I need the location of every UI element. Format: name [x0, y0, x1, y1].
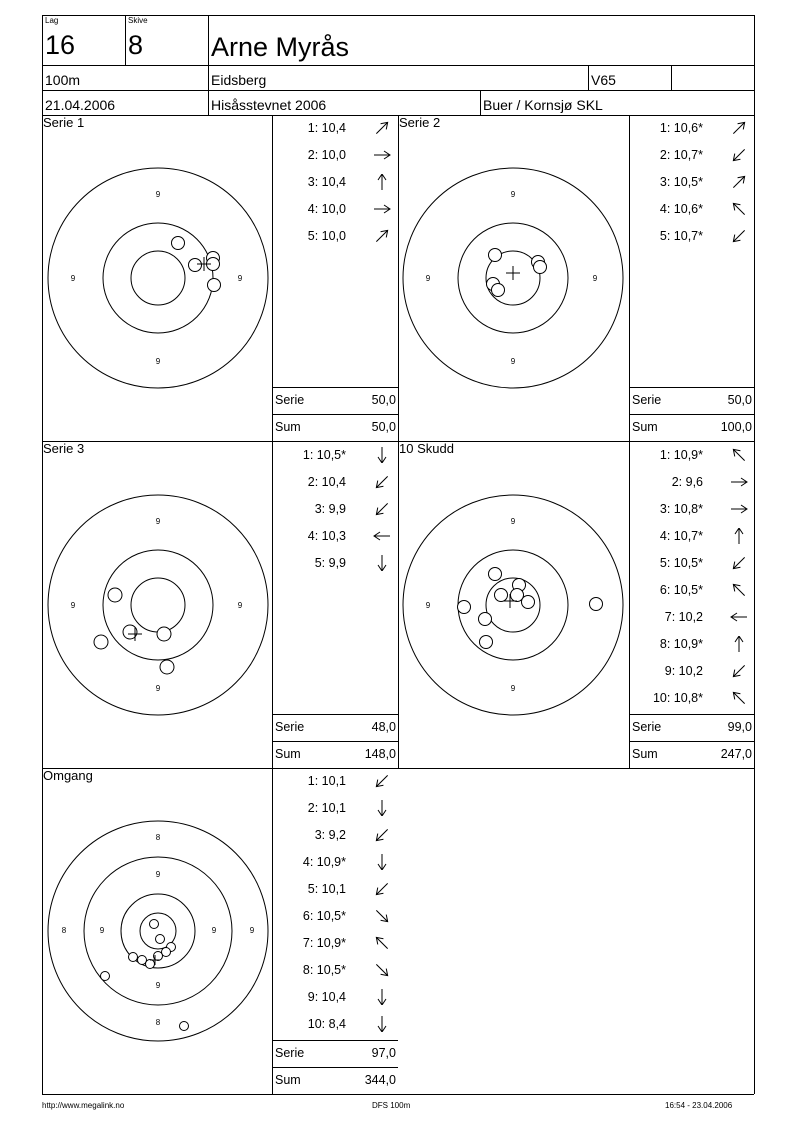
shot-value: 1: 10,9* — [659, 448, 703, 462]
serie-total: 99,0 — [727, 720, 752, 734]
ring-label: 9 — [425, 601, 431, 610]
shot-direction-n-arrow-icon — [371, 174, 393, 190]
ring-label: 9 — [155, 870, 161, 879]
shot-hole — [489, 249, 502, 262]
shot-direction-ne-arrow-icon — [371, 120, 393, 136]
shot-hole — [480, 636, 493, 649]
ring-label: 9 — [70, 601, 76, 610]
shot-value: 10: 8,4 — [307, 1017, 346, 1031]
event: Hisåsstevnet 2006 — [211, 97, 327, 113]
shot-direction-e-arrow-icon — [728, 474, 750, 490]
shot-direction-e-arrow-icon — [371, 201, 393, 217]
ring-label: 9 — [155, 981, 161, 990]
ring-label: 9 — [237, 601, 243, 610]
shot-direction-nw-arrow-icon — [371, 935, 393, 951]
serie-total: 50,0 — [371, 393, 396, 407]
shot-direction-s-arrow-icon — [371, 989, 393, 1005]
club: Eidsberg — [211, 72, 267, 88]
shot-value: 2: 10,4 — [307, 475, 346, 489]
ring-label: 9 — [510, 684, 516, 693]
ring-label: 9 — [592, 274, 598, 283]
shot-value: 3: 9,9 — [314, 502, 346, 516]
shot-direction-sw-arrow-icon — [371, 827, 393, 843]
panel-title-serie-1: Serie 1 — [43, 115, 85, 130]
shot-value: 4: 10,6* — [659, 202, 703, 216]
shot-value: 6: 10,5* — [659, 583, 703, 597]
shot-direction-ne-arrow-icon — [728, 174, 750, 190]
sum-total: 50,0 — [371, 420, 396, 434]
sum-label: Sum — [275, 420, 301, 434]
shot-direction-s-arrow-icon — [371, 447, 393, 463]
sum-total: 148,0 — [364, 747, 396, 761]
serie-label: Serie — [275, 1046, 305, 1060]
skive-label: Skive — [128, 16, 148, 25]
shot-value: 2: 10,7* — [659, 148, 703, 162]
shot-value: 3: 10,5* — [659, 175, 703, 189]
shot-direction-se-arrow-icon — [371, 908, 393, 924]
shot-value: 1: 10,5* — [302, 448, 346, 462]
shot-hole — [150, 920, 159, 929]
sum-total: 100,0 — [720, 420, 752, 434]
shot-hole — [156, 935, 165, 944]
shot-hole — [590, 598, 603, 611]
shot-hole — [534, 261, 547, 274]
shot-direction-nw-arrow-icon — [728, 447, 750, 463]
shot-direction-sw-arrow-icon — [371, 474, 393, 490]
shot-value: 5: 10,1 — [307, 882, 346, 896]
shot-value: 4: 10,7* — [659, 529, 703, 543]
shot-value: 2: 10,1 — [307, 801, 346, 815]
shot-direction-s-arrow-icon — [371, 1016, 393, 1032]
sum-total: 247,0 — [720, 747, 752, 761]
shot-direction-ne-arrow-icon — [371, 228, 393, 244]
sum-label: Sum — [275, 747, 301, 761]
lag-label: Lag — [45, 16, 59, 25]
ring-label: 9 — [211, 926, 217, 935]
lag-number: 16 — [45, 30, 76, 60]
shot-hole — [522, 596, 535, 609]
shot-direction-s-arrow-icon — [371, 555, 393, 571]
shot-hole — [208, 279, 221, 292]
shot-hole — [94, 635, 108, 649]
ring-label: 9 — [510, 517, 516, 526]
shot-value: 7: 10,9* — [302, 936, 346, 950]
footer-timestamp: 16:54 - 23.04.2006 — [665, 1101, 733, 1110]
sum-total: 344,0 — [364, 1073, 396, 1087]
target-10-skudd — [402, 494, 624, 716]
shot-value: 9: 10,2 — [664, 664, 703, 678]
shot-hole — [458, 601, 471, 614]
ring-label: 9 — [99, 926, 105, 935]
shot-direction-sw-arrow-icon — [371, 773, 393, 789]
shot-value: 2: 10,0 — [307, 148, 346, 162]
shot-hole — [492, 284, 505, 297]
shot-value: 1: 10,1 — [307, 774, 346, 788]
shot-value: 4: 10,3 — [307, 529, 346, 543]
ring-label: 9 — [70, 274, 76, 283]
shooter-name: Arne Myrås — [211, 32, 350, 62]
ring-label: 9 — [237, 274, 243, 283]
serie-total: 50,0 — [727, 393, 752, 407]
shot-hole — [172, 237, 185, 250]
serie-label: Serie — [275, 720, 305, 734]
sum-label: Sum — [632, 747, 658, 761]
shot-direction-ne-arrow-icon — [728, 120, 750, 136]
shot-direction-s-arrow-icon — [371, 854, 393, 870]
shot-value: 3: 9,2 — [314, 828, 346, 842]
ring-label: 8 — [155, 833, 161, 842]
date: 21.04.2006 — [45, 97, 116, 113]
serie-label: Serie — [632, 720, 662, 734]
sum-label: Sum — [632, 420, 658, 434]
ring-label: 9 — [425, 274, 431, 283]
shot-hole — [180, 1022, 189, 1031]
shot-value: 5: 10,0 — [307, 229, 346, 243]
shot-value: 3: 10,8* — [659, 502, 703, 516]
shot-direction-n-arrow-icon — [728, 528, 750, 544]
shot-value: 7: 10,2 — [664, 610, 703, 624]
shot-value: 1: 10,6* — [659, 121, 703, 135]
shot-direction-e-arrow-icon — [371, 147, 393, 163]
location: Buer / Kornsjø SKL — [483, 97, 603, 113]
shot-value: 5: 10,7* — [659, 229, 703, 243]
shot-direction-sw-arrow-icon — [728, 147, 750, 163]
shot-hole — [157, 627, 171, 641]
serie-label: Serie — [275, 393, 305, 407]
shot-hole — [189, 259, 202, 272]
panel-title-serie-2: Serie 2 — [399, 115, 441, 130]
shot-value: 5: 10,5* — [659, 556, 703, 570]
shot-hole — [160, 660, 174, 674]
ring-label: 8 — [61, 926, 67, 935]
group-center-mark — [506, 266, 520, 280]
ring-label: 9 — [155, 684, 161, 693]
shot-value: 6: 10,5* — [302, 909, 346, 923]
panel-title-omgang: Omgang — [43, 768, 93, 783]
shot-direction-w-arrow-icon — [371, 528, 393, 544]
shot-hole — [108, 588, 122, 602]
shot-hole — [489, 568, 502, 581]
target-serie-1 — [47, 167, 269, 389]
serie-total: 97,0 — [371, 1046, 396, 1060]
shot-value: 5: 9,9 — [314, 556, 346, 570]
ring-label: 8 — [155, 1018, 161, 1027]
shot-direction-nw-arrow-icon — [728, 201, 750, 217]
sum-label: Sum — [275, 1073, 301, 1087]
shot-value: 1: 10,4 — [307, 121, 346, 135]
shot-direction-w-arrow-icon — [728, 609, 750, 625]
shot-direction-sw-arrow-icon — [728, 228, 750, 244]
panel-title-serie-3: Serie 3 — [43, 441, 85, 456]
shot-direction-sw-arrow-icon — [371, 881, 393, 897]
footer-program: DFS 100m — [372, 1101, 411, 1110]
shot-value: 10: 10,8* — [652, 691, 703, 705]
ring-label: 9 — [510, 357, 516, 366]
shot-direction-e-arrow-icon — [728, 501, 750, 517]
target-serie-3 — [47, 494, 269, 716]
shot-direction-nw-arrow-icon — [728, 582, 750, 598]
ring-label: 9 — [155, 357, 161, 366]
shot-direction-n-arrow-icon — [728, 636, 750, 652]
skive-number: 8 — [128, 30, 144, 60]
shot-value: 9: 10,4 — [307, 990, 346, 1004]
shot-direction-sw-arrow-icon — [371, 501, 393, 517]
shot-direction-sw-arrow-icon — [728, 663, 750, 679]
shot-value: 3: 10,4 — [307, 175, 346, 189]
target-serie-2 — [402, 167, 624, 389]
shot-hole — [101, 972, 110, 981]
shot-value: 2: 9,6 — [671, 475, 703, 489]
footer-url[interactable]: http://www.megalink.no — [42, 1101, 125, 1110]
shot-direction-se-arrow-icon — [371, 962, 393, 978]
shot-direction-s-arrow-icon — [371, 800, 393, 816]
ring-label: 9 — [249, 926, 255, 935]
shot-hole — [146, 960, 155, 969]
shot-value: 8: 10,5* — [302, 963, 346, 977]
shot-value: 4: 10,9* — [302, 855, 346, 869]
shot-direction-nw-arrow-icon — [728, 690, 750, 706]
serie-total: 48,0 — [371, 720, 396, 734]
shot-hole — [495, 589, 508, 602]
distance: 100m — [45, 72, 81, 88]
shot-hole — [479, 613, 492, 626]
ring-label: 9 — [510, 190, 516, 199]
shot-hole — [129, 953, 138, 962]
ring-label: 9 — [155, 517, 161, 526]
shot-value: 4: 10,0 — [307, 202, 346, 216]
ring-label: 9 — [155, 190, 161, 199]
panel-title-10-skudd: 10 Skudd — [399, 441, 454, 456]
target-omgang — [47, 820, 269, 1042]
class: V65 — [591, 72, 616, 88]
serie-label: Serie — [632, 393, 662, 407]
shot-direction-sw-arrow-icon — [728, 555, 750, 571]
shot-value: 8: 10,9* — [659, 637, 703, 651]
